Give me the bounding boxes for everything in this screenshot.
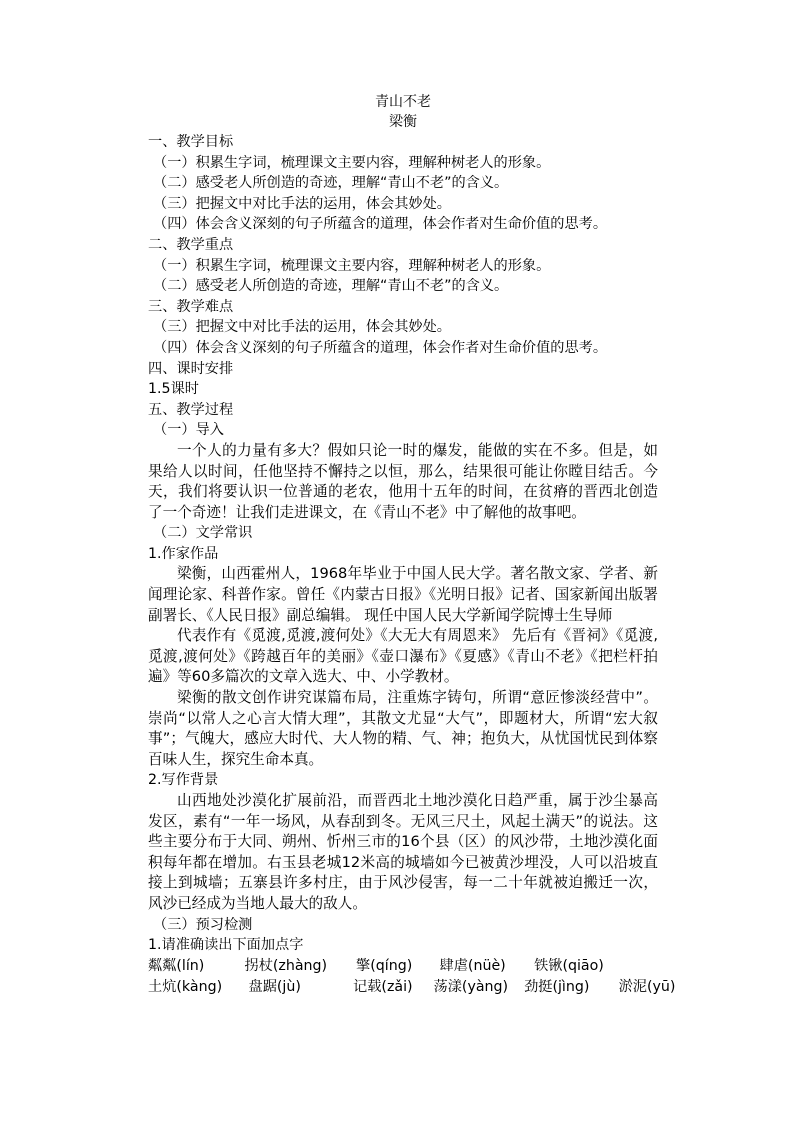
- pinyin-row: [148, 977, 676, 998]
- list-item: （四）体会含义深刻的句子所蕴含的道理，体会作者对生命价值的思考。: [153, 216, 608, 233]
- document-page: [148, 92, 676, 998]
- list-item: （一）积累生字词，梳理课文主要内容，理解种树老人的形象。: [153, 154, 551, 171]
- subsection-heading: 2.写作背景: [148, 772, 219, 789]
- subsection-heading: 1.作家作品: [148, 545, 219, 562]
- list-item: （三）把握文中对比手法的运用，体会其妙处。: [153, 319, 451, 336]
- pinyin-item: 淤泥(yū): [618, 978, 676, 995]
- paragraph-author-works: 代表作有《觅渡,觅渡,渡何处》《大无大有周恩来》 先后有《晋祠》《觅渡,觅渡,渡何处》《跨越百年的美丽》《壶口瀑布》《夏感》《青山不老》《把栏杆拍遍》等60多篇次的文章入选大、中、小学教材。: [148, 627, 658, 686]
- pinyin-item: 铁锹(qiāo): [534, 957, 604, 974]
- paragraph-background: 山西地处沙漠化扩展前沿，而晋西北土地沙漠化日趋严重，属于沙尘暴高发区，素有“一年一场风，从春刮到冬。无风三尺土，风起土满天”的说法。这些主要分布于大同、朔州、忻州三市的16个县（区）的风沙带，土地沙漠化面积每年都在增加。右玉县老城12米高的城墙如今已被黄沙埋没，人可以沿坡直接上到城墙；五寨县许多村庄，由于风沙侵害，每一二十年就被迫搬迁一次，风沙已经成为当地人最大的敌人。: [148, 792, 658, 912]
- section-heading: 三、教学难点: [148, 298, 234, 315]
- list-item: （三）把握文中对比手法的运用，体会其妙处。: [153, 195, 451, 212]
- pinyin-item: 记载(zǎi): [353, 978, 413, 995]
- section-heading: 四、课时安排: [148, 360, 234, 377]
- section-heading: 五、教学过程: [148, 401, 234, 418]
- subsection-heading: （一）导入: [153, 422, 224, 439]
- subsection-heading: （二）文学常识: [153, 525, 253, 542]
- paragraph-author-style: 梁衡的散文创作讲究谋篇布局，注重炼字铸句，所谓“意匠惨淡经营中”。崇尚“以常人之心言大情大理”，其散文尤显“大气”，即题材大，所谓“宏大叙事”；气魄大，感应大时代、大人物的精、气、神；抱负大，从忧国忧民到体察百味人生，探究生命本真。: [148, 689, 658, 768]
- pinyin-item: 劲挺(jìng): [524, 978, 590, 995]
- paragraph-author-bio: 梁衡，山西霍州人，1968年毕业于中国人民大学。著名散文家、学者、新闻理论家、科普作家。曾任《内蒙古日报》《光明日报》记者、国家新闻出版署副署长、《人民日报》副总编辑。 现任中国人民大学新闻学院博士生导师: [148, 565, 658, 624]
- pinyin-item: 擎(qíng): [356, 957, 413, 974]
- pinyin-item: 荡漾(yàng): [433, 978, 509, 995]
- list-item: （二）感受老人所创造的奇迹，理解“青山不老”的含义。: [153, 278, 509, 295]
- document-title: 青山不老: [375, 94, 431, 110]
- list-item: （一）积累生字词，梳理课文主要内容，理解种树老人的形象。: [153, 257, 551, 274]
- pinyin-item: 肆虐(nüè): [439, 957, 506, 974]
- document-author: 梁衡: [389, 114, 417, 130]
- section-heading: 二、教学重点: [148, 236, 234, 253]
- pinyin-item: 拐杖(zhàng): [244, 957, 328, 974]
- section-heading: 一、教学目标: [148, 134, 234, 150]
- subsection-heading: （三）预习检测: [153, 916, 253, 933]
- paragraph-intro: 一个人的力量有多大？假如只论一时的爆发，能做的实在不多。但是，如果给人以时间，任他坚持不懈持之以恒，那么，结果很可能让你瞠目结舌。今天，我们将要认识一位普通的老农，他用十五年的时间，在贫瘠的晋西北创造了一个奇迹！让我们走进课文，在《青山不老》中了解他的故事吧。: [148, 441, 658, 521]
- list-item: （四）体会含义深刻的句子所蕴含的道理，体会作者对生命价值的思考。: [153, 339, 608, 356]
- pinyin-item: 粼粼(lín): [148, 957, 205, 974]
- list-item: （二）感受老人所创造的奇迹，理解“青山不老”的含义。: [153, 175, 509, 192]
- class-hours: 1.5课时: [148, 381, 199, 398]
- pinyin-item: 土炕(kàng): [148, 978, 223, 995]
- pinyin-item: 盘踞(jù): [248, 978, 301, 995]
- pinyin-row: [148, 956, 658, 977]
- exercise-heading: 1.请准确读出下面加点字: [148, 937, 304, 954]
